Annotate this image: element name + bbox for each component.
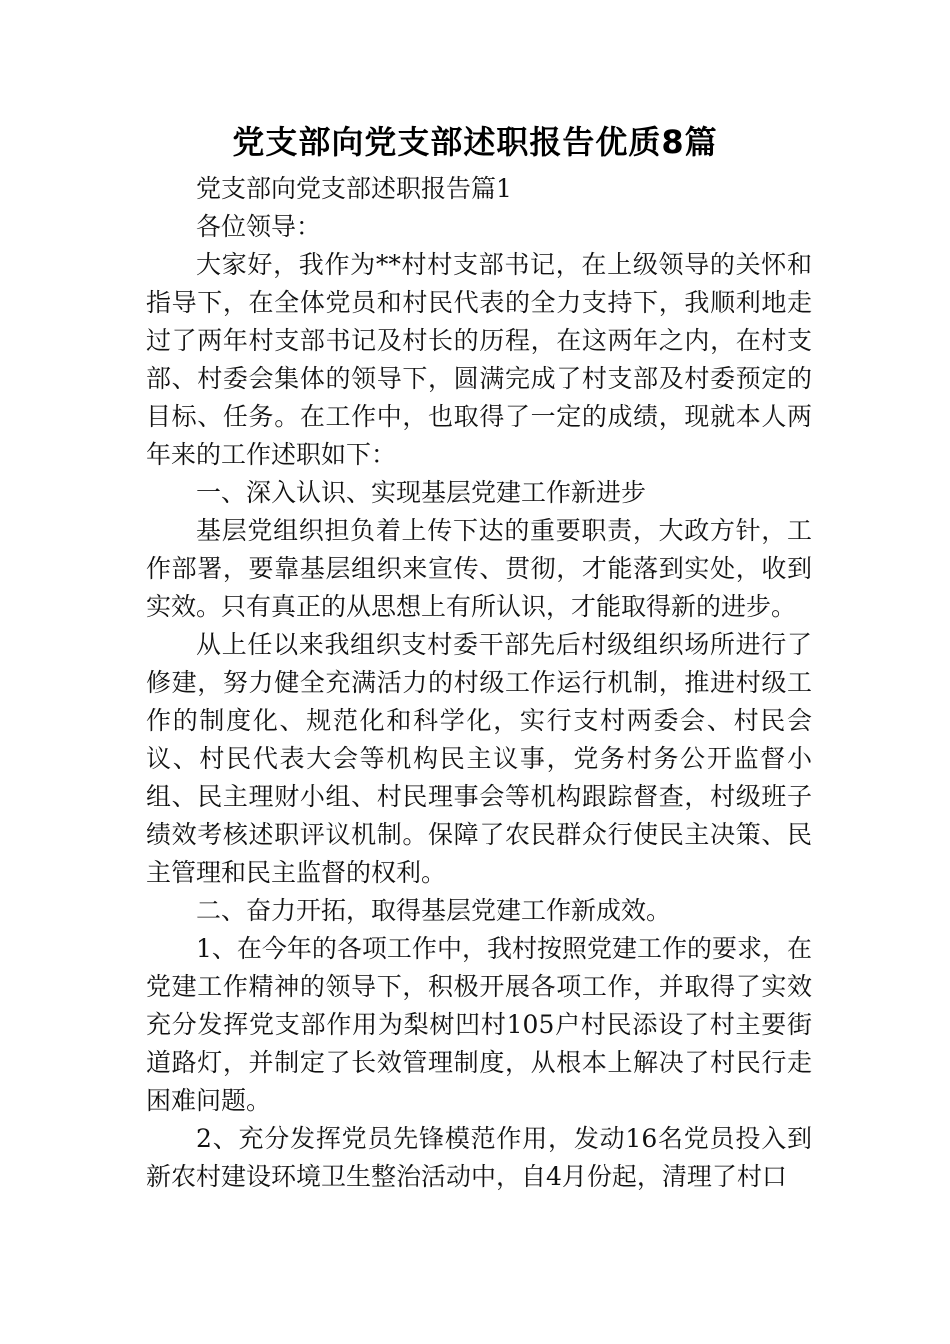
paragraph: 基层党组织担负着上传下达的重要职责，大政方针，工作部署，要靠基层组织来宣传、贯彻，才能落到实处，收到实效。只有真正的从思想上有所认识，才能取得新的进步。 — [146, 516, 812, 621]
paragraph: 从上任以来我组织支村委干部先后村级组织场所进行了修建，努力健全充满活力的村级工作运行机制，推进村级工作的制度化、规范化和科学化，实行支村两委会、村民会议、村民代表大会等机构民主议事，党务村务公开监督小组、民主理财小组、村民理事会等机构跟踪督查，村级班子绩效考核述职评议机制。保障了农民群众行使民主决策、民主管理和民主监督的权利。 — [146, 630, 812, 887]
document-body — [146, 170, 812, 1196]
document-title: 党支部向党支部述职报告优质8篇 — [232, 123, 718, 161]
section-heading: 二、奋力开拓，取得基层党建工作新成效。 — [196, 896, 672, 925]
salutation: 各位领导： — [196, 212, 322, 241]
paragraph: 1、在今年的各项工作中，我村按照党建工作的要求，在党建工作精神的领导下，积极开展各项工作，并取得了实效充分发挥党支部作用为梨树凹村105户村民添设了村主要街道路灯，并制定了长效管理制度，从根本上解决了村民行走困难问题。 — [146, 934, 812, 1115]
section-heading: 党支部向党支部述职报告篇1 — [196, 174, 512, 203]
paragraph: 2、充分发挥党员先锋模范作用，发动16名党员投入到新农村建设环境卫生整治活动中，自4月份起，清理了村口 — [146, 1124, 812, 1191]
section-heading: 一、深入认识、实现基层党建工作新进步 — [196, 478, 647, 507]
paragraph: 大家好，我作为**村村支部书记，在上级领导的关怀和指导下，在全体党员和村民代表的全力支持下，我顺利地走过了两年村支部书记及村长的历程，在这两年之内，在村支部、村委会集体的领导下，圆满完成了村支部及村委预定的目标、任务。在工作中，也取得了一定的成绩，现就本人两年来的工作述职如下： — [146, 250, 812, 469]
